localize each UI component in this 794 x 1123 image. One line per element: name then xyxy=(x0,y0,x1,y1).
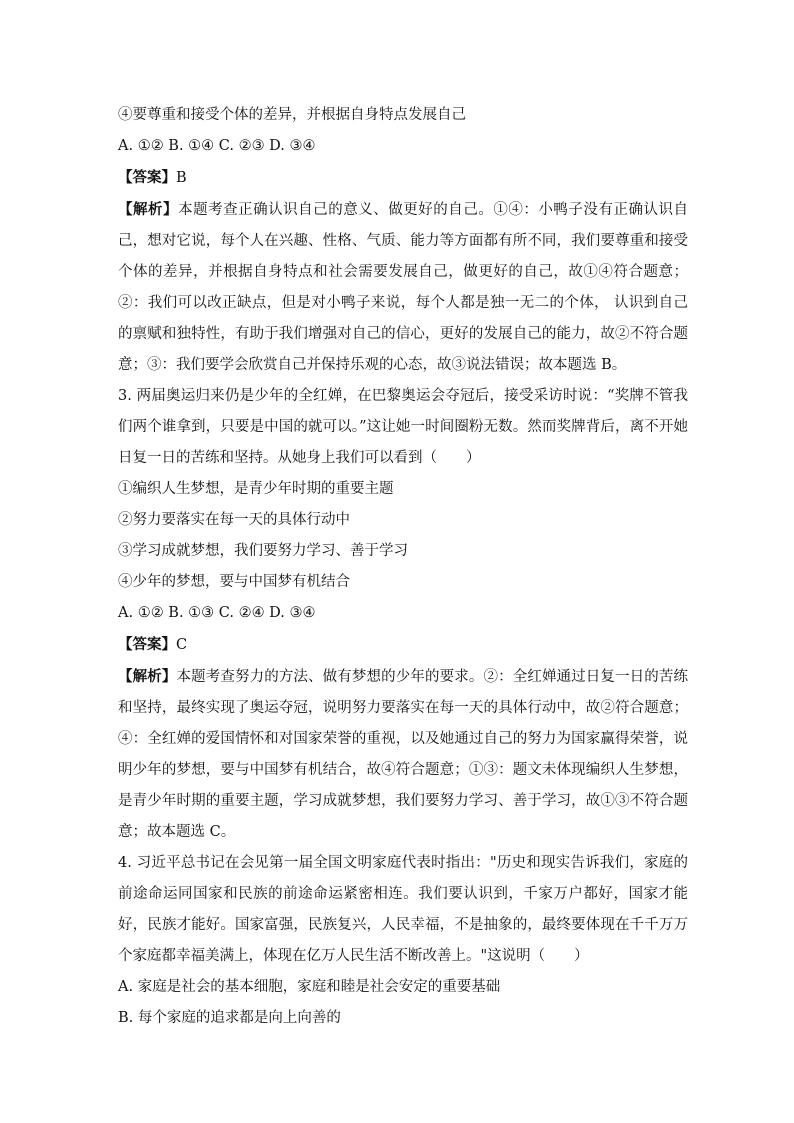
document-page xyxy=(118,100,688,1034)
q2-answer xyxy=(118,162,688,194)
q3-item-1: ①编织人生梦想，是青少年时期的重要主题 xyxy=(118,481,394,497)
q3-analysis xyxy=(118,661,688,848)
answer-tag: 【答案】 xyxy=(118,169,176,186)
q4-option-b: B. 每个家庭的追求都是向上向善的 xyxy=(118,1010,341,1026)
analysis-tag: 【解析】 xyxy=(118,201,179,218)
q4-option-a: A. 家庭是社会的基本细胞，家庭和睦是社会安定的重要基础 xyxy=(118,979,501,995)
q3-item-4: ④少年的梦想，要与中国梦有机结合 xyxy=(118,574,350,590)
q3-stem: 3. 两届奥运归来仍是少年的全红婵，在巴黎奥运会夺冠后，接受采访时说：“奖牌不管我们两个谁拿到，只要是中国的就可以。”这让她一时间圈粉无数。然而奖牌背后，离不开她日复一日的苦练和坚持。从她身上我们可以看到（ ） xyxy=(118,388,688,466)
answer-value: C xyxy=(176,637,188,653)
q3-answer xyxy=(118,629,688,661)
q2-analysis xyxy=(118,194,688,381)
analysis-text: 本题考查正确认识自己的意义、做更好的自己。①④：小鸭子没有正确认识自己，想对它说，每个人在兴趣、性格、气质、能力等方面都有所不同，我们要尊重和接受个体的差异，并根据自身特点和社会需要发展自己，做更好的自己，故①④符合题意；②：我们可以改正缺点，但是对小鸭子来说，每个人都是独一无二的个体， 认识到自己的禀赋和独特性，有助于我们增强对自己的信心，更好的发展自己的能力，故②不符合题意；③：我们要学会欣赏自己并保持乐观的心态，故③说法错误；故本题选 B。 xyxy=(118,202,689,373)
q3-item-2: ②努力要落实在每一天的具体行动中 xyxy=(118,512,350,528)
q2-item-4: ④要尊重和接受个体的差异，并根据自身特点发展自己 xyxy=(118,107,466,123)
answer-value: B xyxy=(176,170,187,186)
q3-item-3: ③学习成就梦想，我们要努力学习、善于学习 xyxy=(118,543,408,559)
q2-options: A. ①② B. ①④ C. ②③ D. ③④ xyxy=(118,138,316,154)
analysis-tag: 【解析】 xyxy=(118,668,177,685)
q4-stem: 4. 习近平总书记在会见第一届全国文明家庭代表时指出："历史和现实告诉我们，家庭的前途命运同国家和民族的前途命运紧密相连。我们要认识到，千家万户都好，国家才能好，民族才能好。国家富强，民族复兴，人民幸福，不是抽象的，最终要体现在千千万万个家庭都幸福美满上，体现在亿万人民生活不断改善上。"这说明（ ） xyxy=(118,855,688,964)
analysis-text: 本题考查努力的方法、做有梦想的少年的要求。②：全红婵通过日复一日的苦练和坚持，最终实现了奥运夺冠，说明努力要落实在每一天的具体行动中，故②符合题意；④：全红婵的爱国情怀和对国家荣誉的重视，以及她通过自己的努力为国家赢得荣誉，说明少年的梦想，要与中国梦有机结合，故④符合题意；①③：题文未体现编织人生梦想，是青少年时期的重要主题，学习成就梦想，我们要努力学习、善于学习，故①③不符合题意；故本题选 C。 xyxy=(118,669,689,840)
answer-tag: 【答案】 xyxy=(118,636,176,653)
q3-options: A. ①② B. ①③ C. ②④ D. ③④ xyxy=(118,605,316,621)
